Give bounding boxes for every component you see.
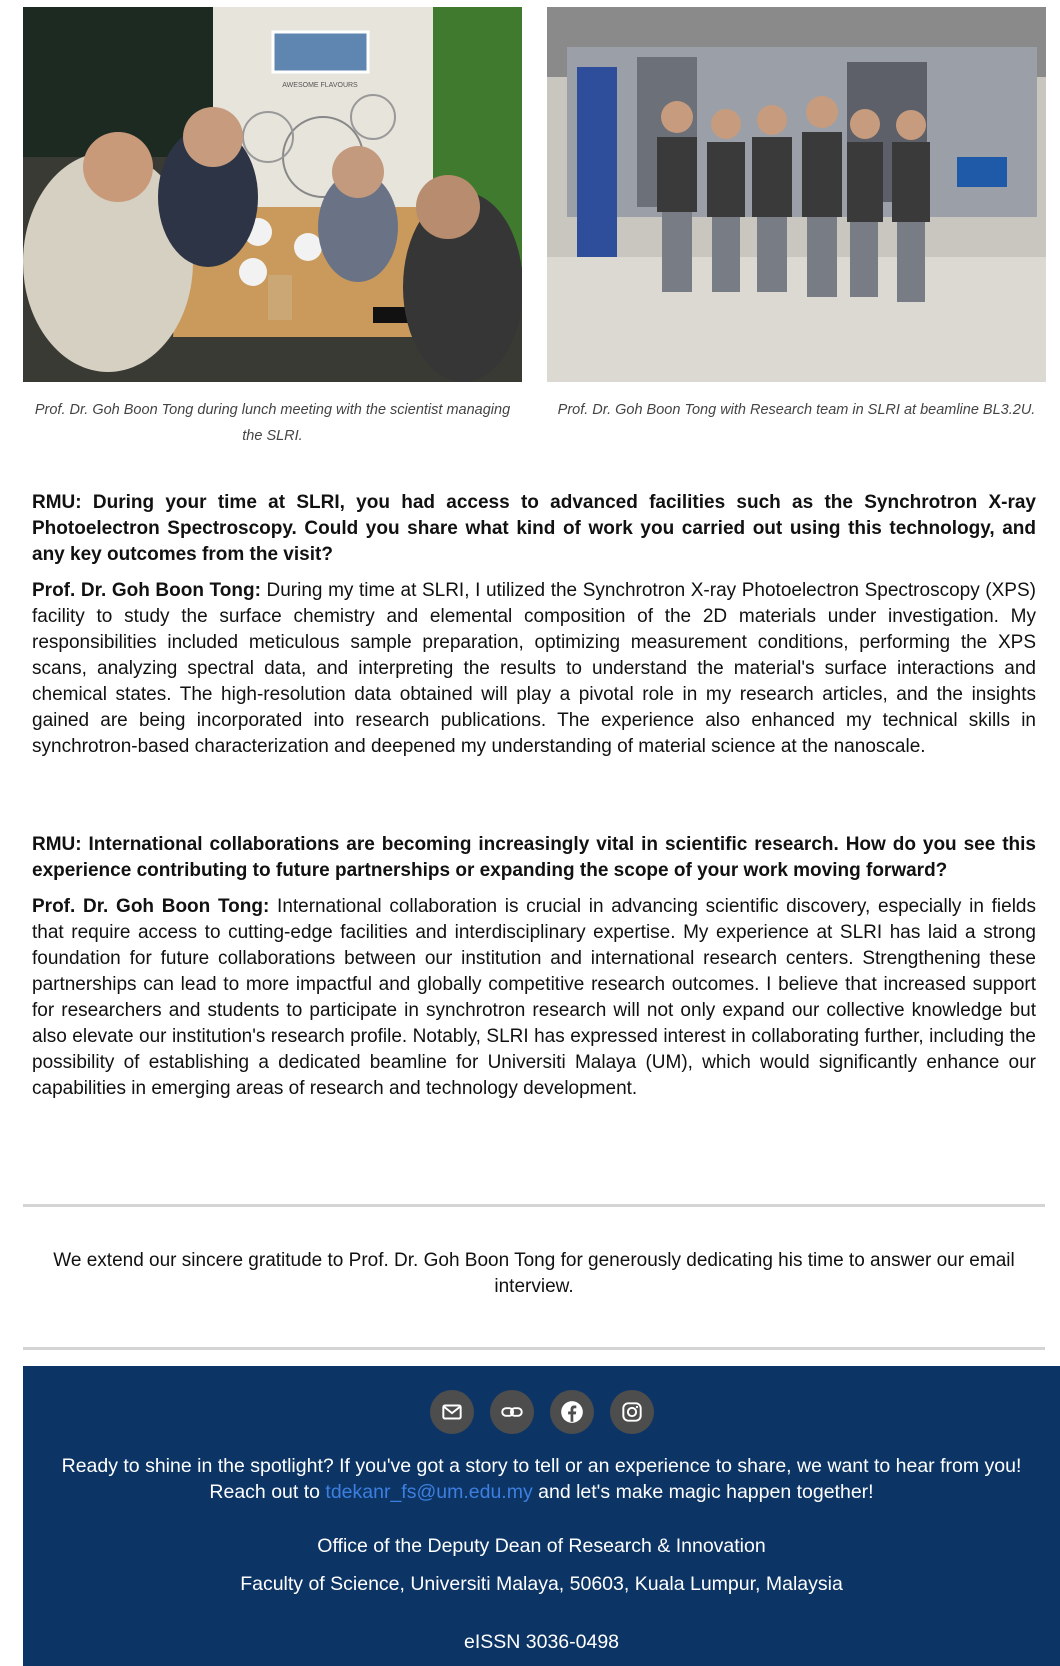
footer (23, 1366, 1060, 1666)
issn: eISSN 3036-0498 (463, 1631, 620, 1653)
speaker-label: Prof. Dr. Goh Boon Tong: (32, 896, 270, 917)
address: Faculty of Science, Universiti Malaya, 50603, Kuala Lumpur, Malaysia (240, 1573, 843, 1595)
interview-question: RMU: During your time at SLRI, you had access to advanced facilities such as the Synchrotron X-ray Photoelectron Spectroscopy. Could you share what kind of work you carried out using this technology, and any key outcomes from the visit? (32, 492, 1036, 565)
facebook-icon[interactable] (550, 1390, 594, 1434)
photo-caption: Prof. Dr. Goh Boon Tong during lunch meeting with the scientist managing the SLRI. (34, 402, 511, 444)
answer-text: International collaboration is crucial in advancing scientific discovery, especially in fields that require access to cutting-edge facilities and interdisciplinary expertise. My experience at SLRI has laid a strong foundation for future collaborations between our institution and international research centers. Strengthening these partnerships can lead to more impactful and globally competitive research outcomes. I believe that increased support for researchers and students to participate in synchrotron research will not only expand our collective knowledge but also elevate our institution's research profile. Notably, SLRI has expressed interest in collaborating further, including the possibility of establishing a dedicated beamline for Universiti Malaya (UM), which would significantly enhance our capabilities in emerging areas of research and technology development. (32, 896, 1036, 1099)
email-link[interactable]: tdekanr_fs@um.edu.my (325, 1481, 533, 1503)
message-text: and let's make magic happen together! (532, 1481, 874, 1503)
interview-answer (32, 578, 1036, 760)
social-icons (23, 1390, 1060, 1434)
instagram-icon[interactable] (610, 1390, 654, 1434)
photo-gallery (23, 7, 1046, 447)
interview-answer (32, 894, 1036, 1102)
message-text: Ready to shine in the spotlight? If you've got a story to tell or an experience to share, we want to hear from you! Reach out to (61, 1455, 1022, 1503)
interview-question: RMU: International collaborations are becoming increasingly vital in scientific research. How do you see this experience contributing to future partnerships or expanding the scope of your work moving forward? (32, 834, 1036, 881)
speaker-label: Prof. Dr. Goh Boon Tong: (32, 580, 261, 601)
photo-caption: Prof. Dr. Goh Boon Tong with Research team in SLRI at beamline BL3.2U. (557, 402, 1036, 418)
thanks-note: We extend our sincere gratitude to Prof. Dr. Goh Boon Tong for generously dedicating his time to answer our email interview. (53, 1250, 1015, 1297)
interview-section (32, 832, 1036, 1102)
interview-section (32, 490, 1036, 760)
svg-text:AWESOME FLAVOURS: AWESOME FLAVOURS (282, 82, 358, 89)
lunch-meeting-photo (23, 7, 522, 382)
office-name: Office of the Deputy Dean of Research & Innovation (317, 1535, 766, 1557)
divider (23, 1204, 1045, 1207)
link-icon[interactable] (490, 1390, 534, 1434)
beamline-team-photo (547, 7, 1046, 382)
contact-message (43, 1453, 1040, 1505)
mail-icon[interactable] (430, 1390, 474, 1434)
answer-text: During my time at SLRI, I utilized the Synchrotron X-ray Photoelectron Spectroscopy (XPS) facility to study the surface chemistry and elemental composition of the 2D materials under investigation. My responsibilities included meticulous sample preparation, optimizing measurement conditions, performing the XPS scans, analyzing spectral data, and interpreting the results to understand the material's surface interactions and chemical states. The high-resolution data obtained will play a pivotal role in my research articles, and the insights gained are being incorporated into research publications. The experience also enhanced my technical skills in synchrotron-based characterization and deepened my understanding of material science at the nanoscale. (32, 580, 1036, 757)
divider (23, 1347, 1045, 1350)
